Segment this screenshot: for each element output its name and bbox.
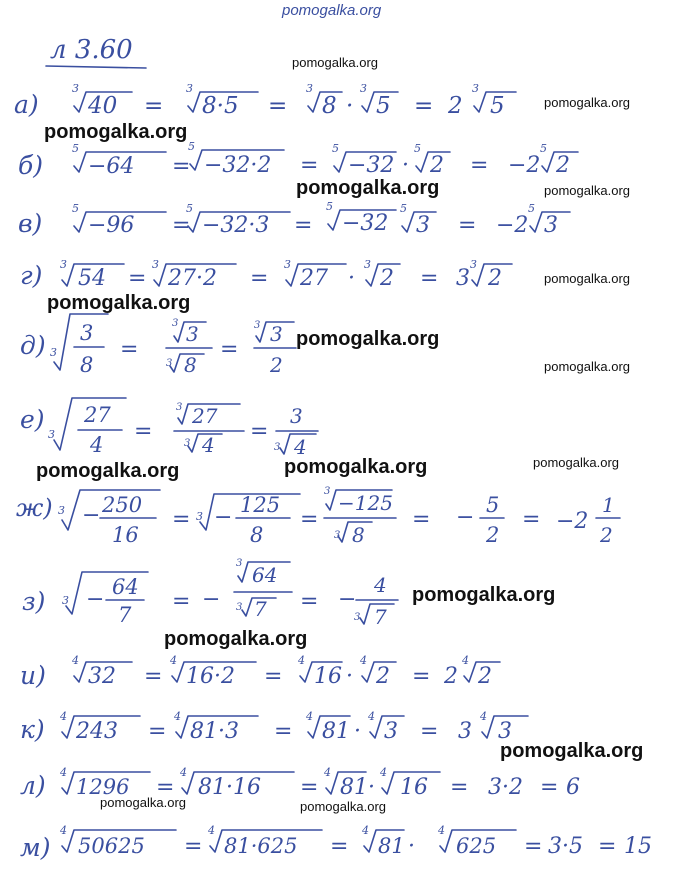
multiply-dot: ·: [354, 719, 361, 744]
denominator: 2: [486, 523, 500, 547]
root-index: 4: [60, 824, 67, 837]
root-index: 3: [472, 82, 479, 95]
multiply-dot: ·: [348, 266, 355, 291]
denominator: 2: [270, 353, 283, 377]
radicand: 32: [88, 664, 116, 689]
minus: −: [86, 587, 105, 612]
watermark: pomogalka.org: [296, 328, 440, 350]
equals: =: [250, 266, 269, 291]
equals: =: [294, 213, 313, 238]
root-index: 4: [170, 654, 177, 667]
radicand: 8: [322, 93, 337, 119]
multiply-dot: ·: [408, 834, 415, 859]
radicand: 3: [384, 719, 398, 744]
root-index: 3: [236, 558, 243, 569]
equals: =: [172, 507, 191, 532]
coefficient: 3: [456, 266, 470, 291]
radicand: −96: [88, 213, 135, 238]
coefficient: −2: [496, 213, 529, 238]
root-index: 4: [306, 710, 313, 723]
root-index: 3: [152, 258, 159, 271]
item-label: ж): [16, 494, 53, 522]
multiply-dot: ·: [368, 775, 375, 800]
product: 3·2: [488, 775, 523, 800]
root-index: 4: [438, 824, 445, 837]
root-index: 4: [72, 654, 79, 667]
radicand: −32·3: [202, 213, 270, 238]
watermark: pomogalka.org: [47, 292, 191, 314]
equals: =: [144, 664, 163, 689]
root-index: 5: [414, 142, 421, 155]
root-index: 5: [400, 202, 407, 215]
minus: −: [82, 503, 101, 528]
numerator: 5: [486, 493, 500, 517]
equals: =: [264, 664, 283, 689]
equals: =: [420, 266, 439, 291]
watermark: pomogalka.org: [533, 455, 619, 470]
watermark: pomogalka.org: [36, 460, 180, 482]
coefficient: 2: [444, 664, 458, 689]
radicand: 81: [378, 834, 405, 858]
equals: =: [414, 93, 434, 119]
root-index: 3: [306, 82, 313, 95]
radicand: 1296: [76, 775, 130, 799]
radicand: 243: [76, 719, 118, 744]
radicand: 16·2: [186, 664, 235, 689]
root-index: 4: [462, 654, 469, 667]
denominator: 8: [184, 353, 197, 377]
equals: =: [172, 213, 191, 238]
radicand: 81·3: [190, 719, 239, 744]
radicand: 8·5: [202, 93, 239, 119]
denominator: 7: [254, 597, 267, 621]
coefficient: −2: [508, 153, 541, 178]
root-index: 3: [284, 258, 291, 271]
root-index: 4: [208, 824, 215, 837]
radicand: 2: [478, 664, 492, 689]
watermark: pomogalka.org: [544, 95, 630, 110]
coefficient: 2: [448, 93, 463, 119]
radicand: 81: [322, 719, 350, 744]
root-index: 3: [72, 82, 79, 95]
watermark: pomogalka.org: [500, 740, 644, 762]
radicand: 3: [416, 213, 430, 238]
item-g: [20, 258, 512, 291]
watermark: pomogalka.org: [296, 177, 440, 199]
root-index: 4: [180, 766, 187, 779]
item-label: б): [18, 151, 44, 180]
equals: =: [120, 337, 139, 362]
root-index: 3: [184, 438, 191, 449]
minus: −: [456, 505, 475, 530]
equals: =: [156, 775, 175, 800]
radicand: 81·625: [224, 834, 298, 858]
root-index: 4: [324, 766, 331, 779]
radicand: 54: [78, 266, 106, 291]
equals: =: [250, 419, 269, 444]
item-label: д): [20, 331, 46, 360]
item-label: а): [14, 90, 39, 119]
radicand: 81·16: [198, 775, 261, 800]
root-index: 3: [58, 504, 65, 517]
item-e: [20, 398, 318, 459]
watermark: pomogalka.org: [44, 121, 188, 143]
equals: =: [172, 154, 191, 179]
numerator: 27: [192, 404, 218, 428]
watermark: pomogalka.org: [284, 456, 428, 478]
item-a: [14, 82, 516, 119]
radicand: 81: [340, 775, 368, 800]
item-label: и): [20, 661, 46, 690]
numerator: 3: [80, 321, 94, 345]
denominator: 7: [374, 605, 387, 629]
equals: =: [274, 719, 293, 744]
product: 3·5: [548, 834, 583, 859]
equals: =: [268, 93, 288, 119]
item-z: [22, 558, 398, 629]
minus: −: [202, 587, 221, 612]
item-label: л): [20, 771, 46, 800]
root-index: 3: [274, 442, 281, 453]
denominator: 8: [80, 353, 94, 377]
numerator: 3: [186, 322, 199, 346]
equals: =: [134, 419, 153, 444]
radicand: −32: [342, 211, 389, 236]
denominator: 8: [250, 523, 264, 547]
watermark: pomogalka.org: [544, 359, 630, 374]
item-zh: [16, 486, 620, 547]
radicand: 27·2: [168, 266, 217, 291]
equals: =: [412, 664, 431, 689]
problem-number: л 3.60: [50, 35, 133, 65]
numerator: 4: [374, 573, 387, 597]
root-index: 3: [50, 346, 57, 359]
radicand: 2: [488, 266, 502, 291]
item-m: [20, 824, 652, 862]
equals: =: [128, 266, 147, 291]
root-index: 4: [298, 654, 305, 667]
result: 6: [566, 775, 580, 800]
watermark: pomogalka.org: [544, 271, 630, 286]
denominator: 2: [600, 523, 613, 547]
multiply-dot: ·: [402, 153, 409, 178]
equals: =: [420, 719, 439, 744]
radicand: 2: [430, 153, 444, 178]
watermark: pomogalka.org: [544, 183, 630, 198]
root-index: 4: [380, 766, 387, 779]
denominator: 7: [118, 603, 132, 627]
root-index: 3: [470, 258, 477, 271]
radicand: −32: [348, 153, 395, 178]
denominator: 4: [90, 433, 104, 457]
equals: =: [598, 834, 617, 859]
item-label: в): [18, 209, 43, 238]
root-index: 4: [174, 710, 181, 723]
radicand: 50625: [78, 834, 145, 858]
root-index: 3: [166, 358, 173, 369]
equals: =: [300, 589, 319, 614]
equals: =: [144, 93, 164, 119]
root-index: 3: [60, 258, 67, 271]
root-index: 3: [360, 82, 367, 95]
watermark: pomogalka.org: [412, 584, 556, 606]
root-index: 4: [480, 710, 487, 723]
root-index: 3: [176, 402, 183, 413]
denominator: 4: [294, 435, 307, 459]
whole-part: −2: [556, 509, 589, 534]
root-index: 5: [186, 202, 193, 215]
radicand: 16: [314, 664, 342, 689]
multiply-dot: ·: [346, 93, 354, 119]
numerator: 125: [240, 493, 281, 517]
site-header: pomogalka.org: [282, 2, 382, 19]
numerator: 64: [252, 563, 278, 587]
root-index: 5: [326, 200, 333, 213]
equals: =: [330, 834, 349, 859]
root-index: 4: [360, 654, 367, 667]
root-index: 3: [364, 258, 371, 271]
equals: =: [148, 719, 167, 744]
numerator: 64: [112, 575, 139, 599]
numerator: −125: [338, 491, 393, 515]
equals: =: [524, 834, 543, 859]
problem-number-underline: [46, 66, 146, 68]
root-index: 5: [540, 142, 547, 155]
radicand: 5: [490, 93, 505, 119]
root-index: 3: [172, 318, 179, 329]
numerator: 27: [84, 403, 111, 427]
item-b: [18, 140, 578, 180]
numerator: 3: [290, 404, 303, 428]
root-index: 3: [186, 82, 193, 95]
numerator: 250: [102, 493, 143, 517]
denominator: 8: [352, 523, 365, 547]
root-index: 3: [254, 320, 261, 331]
root-index: 3: [62, 594, 69, 607]
multiply-dot: ·: [346, 664, 353, 689]
root-index: 4: [60, 710, 67, 723]
result: 15: [624, 834, 652, 859]
root-index: 4: [368, 710, 375, 723]
equals: =: [220, 337, 239, 362]
watermark: pomogalka.org: [164, 628, 308, 650]
equals: =: [300, 775, 319, 800]
equals: =: [540, 775, 559, 800]
radicand: −64: [88, 154, 135, 179]
radicand: 2: [380, 266, 394, 291]
equals: =: [522, 507, 541, 532]
item-k: [20, 710, 528, 744]
radicand: 2: [556, 153, 570, 178]
root-index: 3: [334, 530, 341, 541]
equals: =: [300, 153, 319, 178]
radicand: 3: [544, 213, 558, 238]
radicand: 16: [400, 775, 428, 800]
root-index: 4: [362, 824, 369, 837]
watermark: pomogalka.org: [292, 55, 378, 70]
radicand: 27: [300, 266, 328, 291]
equals: =: [172, 589, 191, 614]
equals: =: [412, 507, 431, 532]
item-label: г): [20, 261, 43, 290]
watermark: pomogalka.org: [100, 795, 186, 810]
root-index: 5: [528, 202, 535, 215]
root-index: 3: [236, 602, 243, 613]
root-index: 3: [354, 612, 361, 623]
item-label: м): [20, 833, 51, 862]
radicand: 40: [88, 93, 118, 119]
equals: =: [458, 213, 477, 238]
root-index: 4: [60, 766, 67, 779]
root-index: 3: [196, 510, 203, 523]
minus: −: [338, 587, 357, 612]
denominator: 4: [202, 433, 215, 457]
radicand: 5: [376, 93, 391, 119]
numerator: 1: [602, 493, 615, 517]
root-index: 5: [72, 142, 79, 155]
root-index: 5: [332, 142, 339, 155]
radicand: −32·2: [204, 153, 272, 178]
coefficient: 3: [458, 719, 472, 744]
minus: −: [214, 505, 233, 530]
root-index: 5: [188, 140, 195, 153]
radicand: 2: [376, 664, 390, 689]
equals: =: [450, 775, 469, 800]
radicand: 625: [456, 834, 497, 858]
item-label: з): [22, 587, 46, 616]
equals: =: [470, 153, 489, 178]
item-v: [18, 200, 570, 238]
root-index: 5: [72, 202, 79, 215]
item-i: [20, 654, 500, 690]
item-d: [20, 314, 296, 377]
equals: =: [300, 507, 319, 532]
root-index: 3: [48, 428, 55, 441]
watermark: pomogalka.org: [300, 799, 386, 814]
radicand: 3: [498, 719, 512, 744]
denominator: 16: [112, 523, 139, 547]
equals: =: [184, 834, 203, 859]
numerator: 3: [270, 322, 283, 346]
root-index: 3: [324, 486, 331, 497]
item-label: е): [20, 405, 45, 434]
item-label: к): [20, 715, 45, 744]
